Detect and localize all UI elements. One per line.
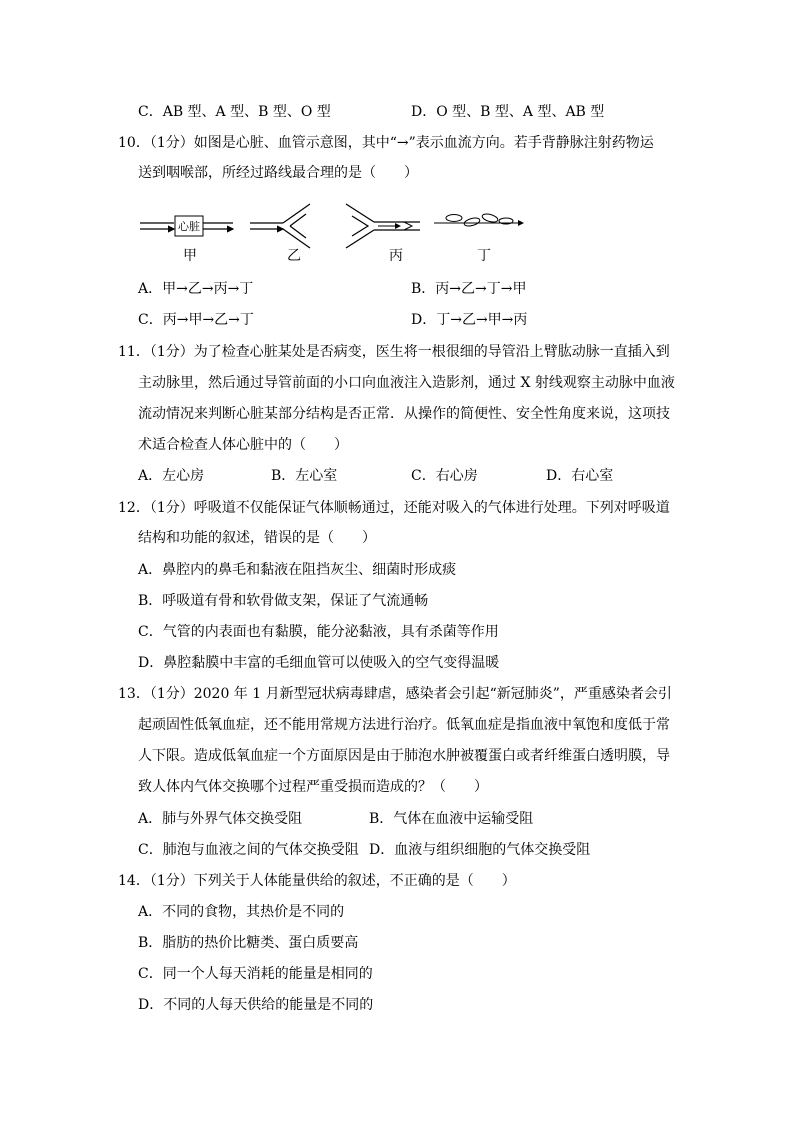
q13-stem-line-2: 起顽固性低氧血症，还不能用常规方法进行治疗。低氧血症是指血液中氧饱和度低于常 — [138, 717, 670, 733]
q14-option-c: C．同一个人每天消耗的能量是相同的 — [138, 966, 373, 982]
diagram-jia-heart — [140, 216, 233, 236]
figure-label-bing: 丙 — [389, 248, 403, 264]
q13-stem-line-3: 人下限。造成低氧血症一个方面原因是由于肺泡水肿被覆蛋白或者纤维蛋白透明膜，导 — [138, 748, 670, 764]
q13-option-b: B．气体在血液中运输受阻 — [369, 811, 534, 827]
figure-label-jia: 甲 — [183, 248, 197, 264]
q13-option-d: D．血液与组织细胞的气体交换受阻 — [369, 842, 591, 858]
q10-option-a: A．甲→乙→丙→丁 — [138, 281, 254, 297]
q14-option-a: A．不同的食物，其热价是不同的 — [138, 904, 345, 920]
q12-option-c: C．气管的内表面也有黏膜，能分泌黏液，具有杀菌等作用 — [138, 624, 499, 640]
q10-option-d: D．丁→乙→甲→丙 — [411, 312, 528, 328]
figure-label-ding: 丁 — [477, 248, 491, 264]
q13-stem-line-1: 13．（1分）2020 年 1 月新型冠状病毒肆虐，感染者会引起“新冠肺炎”，严重感染者会引 — [118, 686, 672, 702]
diagram-ding-capillary — [434, 213, 523, 228]
q11-stem-line-4: 术适合检查人体心脏中的（ ） — [138, 437, 348, 453]
diagram-bing-converging-vessel — [346, 204, 420, 248]
q12-stem-line-2: 结构和功能的叙述，错误的是（ ） — [138, 530, 376, 546]
q12-option-b: B．呼吸道有骨和软骨做支架，保证了气流通畅 — [138, 593, 429, 609]
q11-option-d: D．右心室 — [546, 468, 614, 484]
q12-option-d: D．鼻腔黏膜中丰富的毛细血管可以使吸入的空气变得温暖 — [138, 655, 500, 671]
q12-stem-line-1: 12．（1分）呼吸道不仅能保证气体顺畅通过，还能对吸入的气体进行处理。下列对呼吸道 — [118, 500, 670, 516]
q10-option-c: C．丙→甲→乙→丁 — [138, 312, 254, 328]
q10-stem-line-1: 10．（1分）如图是心脏、血管示意图，其中“→”表示血流方向。若手背静脉注射药物运 — [118, 135, 654, 151]
q14-option-d: D．不同的人每天供给的能量是不同的 — [138, 997, 374, 1013]
diagram-yi-branching-vessel — [250, 204, 310, 248]
heart-label: 心脏 — [178, 220, 200, 233]
q11-stem-line-3: 流动情况来判断心脏某部分结构是否正常．从操作的简便性、安全性角度来说，这项技 — [138, 406, 670, 422]
q9-option-c: C．AB 型、A 型、B 型、O 型 — [138, 104, 331, 120]
q14-option-b: B．脂肪的热价比糖类、蛋白质要高 — [138, 935, 359, 951]
q13-option-a: A．肺与外界气体交换受阻 — [138, 811, 303, 827]
q11-option-a: A．左心房 — [138, 468, 205, 484]
q14-stem-line-1: 14．（1分）下列关于人体能量供给的叙述，不正确的是（ ） — [118, 873, 516, 889]
q11-option-b: B．左心室 — [271, 468, 338, 484]
q10-option-b: B．丙→乙→丁→甲 — [411, 281, 527, 297]
q10-stem-line-2: 送到咽喉部，所经过路线最合理的是（ ） — [138, 165, 418, 181]
q9-option-d: D．O 型、B 型、A 型、AB 型 — [411, 104, 605, 120]
q11-stem-line-2: 主动脉里，然后通过导管前面的小口向血液注入造影剂，通过 X 射线观察主动脉中血液 — [138, 375, 675, 391]
q13-stem-line-4: 致人体内气体交换哪个过程严重受损而造成的？（ ） — [138, 779, 488, 795]
q11-stem-line-1: 11．（1分）为了检查心脏某处是否病变，医生将一根很细的导管沿上臂肱动脉一直插入到 — [118, 344, 670, 360]
q11-option-c: C．右心房 — [411, 468, 478, 484]
q12-option-a: A．鼻腔内的鼻毛和黏液在阻挡灰尘、细菌时形成痰 — [138, 562, 457, 578]
q13-option-c: C．肺泡与血液之间的气体交换受阻 — [138, 842, 359, 858]
figure-label-yi: 乙 — [287, 248, 301, 264]
